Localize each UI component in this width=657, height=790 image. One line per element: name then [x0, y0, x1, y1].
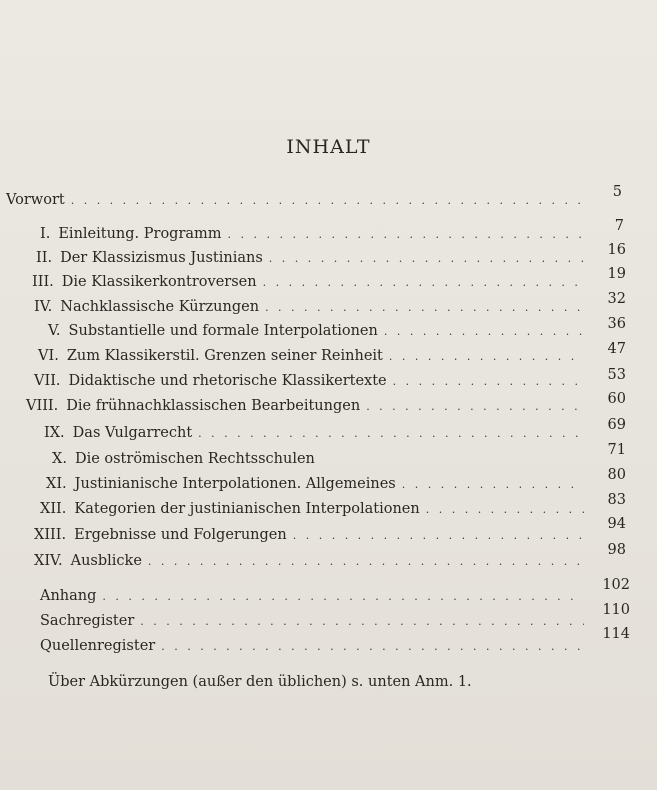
toc-label: Die oströmischen Rechtsschulen: [74, 451, 315, 467]
toc-label: Die frühnachklassischen Bearbeitungen: [66, 398, 361, 414]
toc-label: Substantielle und formale Interpolationen: [68, 323, 378, 339]
leader-dots: [263, 273, 584, 293]
chapter-number: XIV.: [34, 553, 63, 569]
toc-entry-chapter: [32, 272, 590, 292]
chapter-number: IX.: [44, 425, 65, 441]
leader-dots: [140, 612, 584, 632]
toc-page-number: 5: [612, 184, 622, 200]
toc-label: Ergebnisse und Folgerungen: [74, 527, 287, 543]
leader-dots: [384, 322, 584, 342]
toc-page-number: 83: [607, 492, 626, 508]
toc-page-number: 80: [607, 467, 626, 483]
leader-dots: [71, 191, 580, 211]
leader-dots: [389, 347, 584, 367]
toc-entry-appendix: [40, 586, 590, 606]
toc-entry-chapter: [26, 396, 590, 416]
toc-label: Justinianische Interpolationen. Allgemeines: [74, 476, 396, 492]
toc-entry-chapter: [44, 423, 590, 443]
chapter-number: V.: [48, 323, 61, 339]
toc-label: Anhang: [40, 588, 97, 604]
toc-entry-chapter: [48, 321, 590, 341]
leader-dots: [393, 372, 584, 392]
toc-page-number: 60: [607, 391, 626, 407]
toc-page-number: 47: [607, 341, 626, 357]
leader-dots: [402, 475, 584, 495]
toc-page-number: 71: [607, 442, 626, 458]
toc-entry-chapter: [52, 449, 590, 469]
toc-entry-chapter: [34, 297, 590, 317]
leader-dots: [228, 225, 584, 245]
toc-entry-appendix: [40, 636, 590, 656]
toc-entry-chapter: [46, 474, 590, 494]
leader-dots: [102, 587, 584, 607]
toc-page-number: 110: [602, 602, 630, 618]
chapter-number: XIII.: [34, 527, 67, 543]
toc-page-number: 114: [602, 626, 630, 642]
toc-page-number: 102: [602, 577, 630, 593]
leader-dots: [148, 552, 584, 572]
toc-entry-chapter: [40, 499, 590, 519]
toc-page-number: 7: [614, 218, 624, 234]
toc-label: Einleitung. Programm: [58, 226, 222, 242]
chapter-number: VII.: [34, 373, 61, 389]
toc-entry-chapter: [34, 525, 590, 545]
toc-label: Die Klassikerkontroversen: [61, 274, 257, 290]
chapter-number: VI.: [38, 348, 59, 364]
toc-label: Das Vulgarrecht: [72, 425, 193, 441]
toc-entry-chapter: [34, 551, 590, 571]
leader-dots: [198, 424, 584, 444]
abbreviation-note: Über Abkürzungen (außer den üblichen) s. unten Anm. 1.: [48, 674, 472, 690]
toc-entry-appendix: [40, 611, 590, 631]
toc-page-number: 53: [607, 367, 626, 383]
toc-page-number: 36: [607, 316, 626, 332]
leader-dots: [366, 397, 584, 417]
toc-entry-chapter: [40, 224, 590, 244]
toc-entry-chapter: [38, 346, 590, 366]
chapter-number: I.: [40, 226, 51, 242]
toc-entry-chapter: [36, 248, 590, 268]
toc-page-number: 69: [607, 417, 626, 433]
toc-entry-preface: [6, 190, 586, 210]
toc-page-number: 19: [607, 266, 626, 282]
chapter-number: III.: [32, 274, 54, 290]
toc-label: Vorwort: [6, 192, 65, 208]
chapter-number: X.: [52, 451, 67, 467]
chapter-number: XI.: [46, 476, 67, 492]
toc-label: Kategorien der justinianischen Interpolationen: [74, 501, 420, 517]
toc-page-number: 98: [607, 542, 626, 558]
leader-dots: [265, 298, 584, 318]
page-title: INHALT: [286, 136, 371, 158]
toc-page-number: 16: [607, 242, 626, 258]
chapter-number: IV.: [34, 299, 53, 315]
leader-dots: [161, 637, 584, 657]
chapter-number: VIII.: [26, 398, 59, 414]
leader-dots: [293, 526, 584, 546]
toc-label: Ausblicke: [70, 553, 142, 569]
leader-dots: [269, 249, 584, 269]
toc-label: Didaktische und rhetorische Klassikertexte: [68, 373, 387, 389]
toc-label: Nachklassische Kürzungen: [60, 299, 260, 315]
leader-dots: [426, 500, 584, 520]
toc-page-number: 94: [607, 516, 626, 532]
toc-label: Quellenregister: [40, 638, 156, 654]
toc-label: Sachregister: [40, 613, 135, 629]
toc-label: Der Klassizismus Justinians: [60, 250, 263, 266]
toc-label: Zum Klassikerstil. Grenzen seiner Reinheit: [66, 348, 383, 364]
toc-page-number: 32: [607, 291, 626, 307]
toc-entry-chapter: [34, 371, 590, 391]
chapter-number: II.: [36, 250, 53, 266]
chapter-number: XII.: [40, 501, 67, 517]
